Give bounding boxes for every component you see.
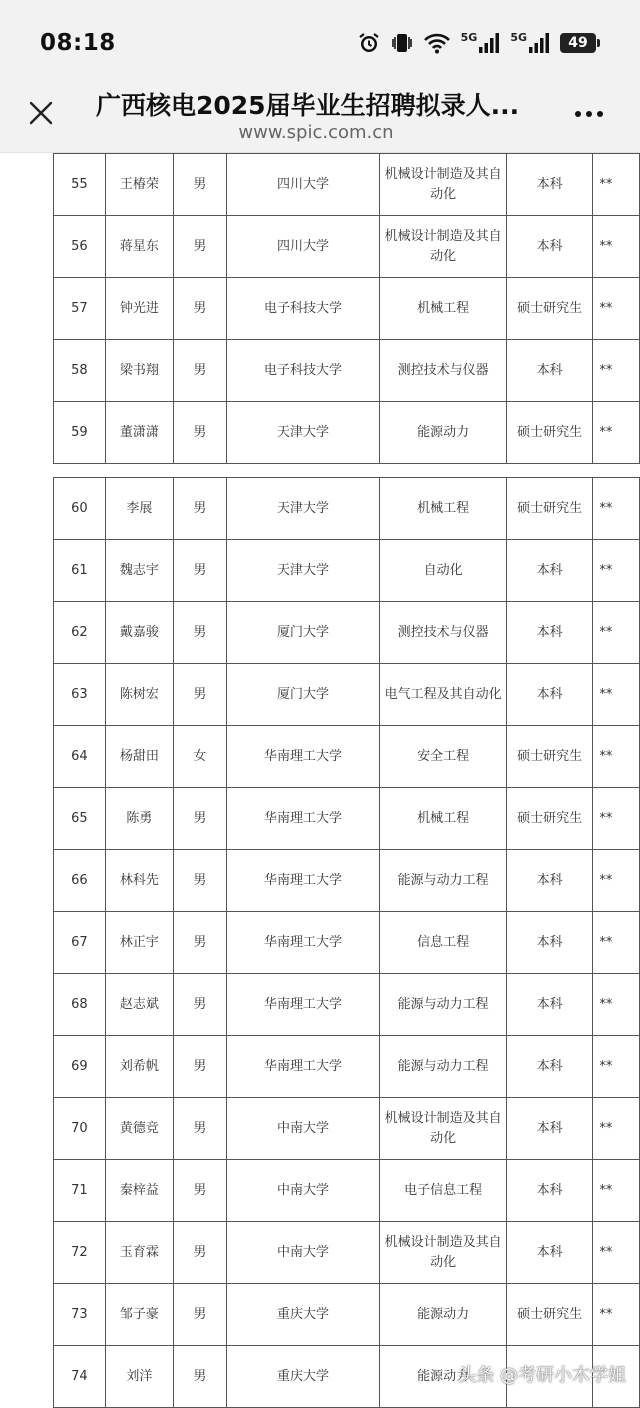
- cell-name: 戴嘉骏: [105, 602, 173, 664]
- cell-school: 厦门大学: [226, 602, 379, 664]
- cell-extra: **: [593, 216, 640, 278]
- cell-gender: 男: [173, 788, 226, 850]
- cell-major: 机械设计制造及其自动化: [380, 154, 507, 216]
- cell-degree: 本科: [506, 1098, 592, 1160]
- cell-school: 天津大学: [226, 402, 379, 464]
- cell-school: 厦门大学: [226, 664, 379, 726]
- page-url: www.spic.com.cn: [238, 122, 394, 143]
- cell-gender: 男: [173, 540, 226, 602]
- more-icon: [575, 111, 581, 117]
- table-row: [54, 1098, 640, 1160]
- table-row: [54, 278, 640, 340]
- table-row: [54, 602, 640, 664]
- cell-extra: **: [593, 850, 640, 912]
- table-row: [54, 1284, 640, 1346]
- cell-school: 中南大学: [226, 1160, 379, 1222]
- cell-major: 安全工程: [380, 726, 507, 788]
- watermark: 头条 @考研小木学姐: [458, 1365, 626, 1386]
- table-row: [54, 340, 640, 402]
- cell-seq: 65: [54, 788, 106, 850]
- cell-degree: 本科: [506, 850, 592, 912]
- cell-seq: 61: [54, 540, 106, 602]
- cell-gender: 男: [173, 1222, 226, 1284]
- cell-major: 信息工程: [380, 912, 507, 974]
- cell-gender: 男: [173, 1098, 226, 1160]
- cell-school: 华南理工大学: [226, 788, 379, 850]
- cell-name: 王椿荣: [105, 154, 173, 216]
- cell-school: 四川大学: [226, 154, 379, 216]
- close-icon: [28, 100, 54, 126]
- cell-gender: 男: [173, 1036, 226, 1098]
- status-time: 08:18: [40, 30, 116, 56]
- page-title: 广西核电2025届毕业生招聘拟录人...: [96, 91, 520, 120]
- cell-school: 四川大学: [226, 216, 379, 278]
- table-row: [54, 788, 640, 850]
- cell-seq: 56: [54, 216, 106, 278]
- cell-extra: **: [593, 1160, 640, 1222]
- cell-name: 杨甜田: [105, 726, 173, 788]
- cell-major: 自动化: [380, 540, 507, 602]
- cell-seq: 62: [54, 602, 106, 664]
- cell-gender: 男: [173, 602, 226, 664]
- cell-name: 钟光进: [105, 278, 173, 340]
- cell-degree: 本科: [506, 602, 592, 664]
- table-row: [54, 726, 640, 788]
- cell-school: 华南理工大学: [226, 850, 379, 912]
- cell-school: 重庆大学: [226, 1284, 379, 1346]
- cell-name: 陈树宏: [105, 664, 173, 726]
- cell-seq: 67: [54, 912, 106, 974]
- cell-extra: **: [593, 340, 640, 402]
- candidate-table-part2: [53, 477, 640, 1408]
- cell-seq: 70: [54, 1098, 106, 1160]
- wifi-icon: [423, 32, 451, 54]
- cell-degree: 本科: [506, 154, 592, 216]
- cell-major: 能源动力: [380, 1346, 507, 1408]
- cell-school: 中南大学: [226, 1098, 379, 1160]
- cell-extra: **: [593, 1284, 640, 1346]
- cell-school: 电子科技大学: [226, 340, 379, 402]
- cell-major: 能源动力: [380, 402, 507, 464]
- candidate-table-part1: [53, 153, 640, 464]
- cell-extra: **: [593, 540, 640, 602]
- alarm-icon: [357, 31, 381, 55]
- cell-gender: 男: [173, 850, 226, 912]
- cell-degree: 本科: [506, 1222, 592, 1284]
- cell-seq: 66: [54, 850, 106, 912]
- cell-extra: **: [593, 402, 640, 464]
- signal-icon: [510, 32, 550, 54]
- table-row: [54, 974, 640, 1036]
- cell-name: 黄德竞: [105, 1098, 173, 1160]
- cell-major: 机械设计制造及其自动化: [380, 216, 507, 278]
- cell-seq: 72: [54, 1222, 106, 1284]
- cell-name: 赵志斌: [105, 974, 173, 1036]
- cell-seq: 69: [54, 1036, 106, 1098]
- cell-major: 能源动力: [380, 1284, 507, 1346]
- cell-seq: 64: [54, 726, 106, 788]
- cell-degree: 本科: [506, 1036, 592, 1098]
- cell-seq: 58: [54, 340, 106, 402]
- cell-major: 机械设计制造及其自动化: [380, 1098, 507, 1160]
- cell-seq: 60: [54, 478, 106, 540]
- cell-school: 华南理工大学: [226, 1036, 379, 1098]
- cell-name: 魏志宇: [105, 540, 173, 602]
- cell-extra: **: [593, 912, 640, 974]
- cell-degree: 硕士研究生: [506, 278, 592, 340]
- cell-school: 天津大学: [226, 478, 379, 540]
- cell-major: 测控技术与仪器: [380, 340, 507, 402]
- cell-school: 电子科技大学: [226, 278, 379, 340]
- cell-name: 梁书翔: [105, 340, 173, 402]
- cell-school: 重庆大学: [226, 1346, 379, 1408]
- cell-name: 林正宇: [105, 912, 173, 974]
- table-row: [54, 850, 640, 912]
- cell-seq: 63: [54, 664, 106, 726]
- cell-gender: 男: [173, 912, 226, 974]
- table-row: [54, 1036, 640, 1098]
- cell-major: 电气工程及其自动化: [380, 664, 507, 726]
- cell-seq: 55: [54, 154, 106, 216]
- cell-extra: **: [593, 602, 640, 664]
- table-row: [54, 912, 640, 974]
- cell-gender: 男: [173, 974, 226, 1036]
- cell-seq: 73: [54, 1284, 106, 1346]
- cell-extra: **: [593, 278, 640, 340]
- cell-major: 机械工程: [380, 278, 507, 340]
- cell-name: 董潇潇: [105, 402, 173, 464]
- table-row: [54, 402, 640, 464]
- cell-name: 陈勇: [105, 788, 173, 850]
- cell-seq: 57: [54, 278, 106, 340]
- cell-degree: 硕士研究生: [506, 788, 592, 850]
- table-body: [54, 478, 640, 1408]
- status-icons: [357, 30, 596, 56]
- cell-name: 刘希帆: [105, 1036, 173, 1098]
- cell-gender: 男: [173, 216, 226, 278]
- cell-gender: 男: [173, 664, 226, 726]
- cell-extra: **: [593, 1036, 640, 1098]
- cell-degree: 硕士研究生: [506, 726, 592, 788]
- cell-name: 林科先: [105, 850, 173, 912]
- battery-level: 49: [568, 35, 588, 51]
- cell-gender: 男: [173, 278, 226, 340]
- cell-gender: 男: [173, 1346, 226, 1408]
- cell-seq: 71: [54, 1160, 106, 1222]
- signal-icon: [461, 32, 501, 54]
- cell-degree: 本科: [506, 664, 592, 726]
- cell-gender: 男: [173, 1160, 226, 1222]
- cell-degree: 硕士研究生: [506, 478, 592, 540]
- table-row: [54, 1222, 640, 1284]
- cell-name: 秦梓益: [105, 1160, 173, 1222]
- status-bar: [0, 0, 640, 78]
- cell-school: 华南理工大学: [226, 974, 379, 1036]
- cell-major: 测控技术与仪器: [380, 602, 507, 664]
- cell-extra: **: [593, 478, 640, 540]
- cell-gender: 男: [173, 478, 226, 540]
- cell-name: 玉育霖: [105, 1222, 173, 1284]
- table-row: [54, 478, 640, 540]
- table-row: [54, 1160, 640, 1222]
- cell-major: 电子信息工程: [380, 1160, 507, 1222]
- cell-school: 中南大学: [226, 1222, 379, 1284]
- cell-major: 能源与动力工程: [380, 1036, 507, 1098]
- network-type-label: 5G: [510, 30, 527, 44]
- cell-seq: 68: [54, 974, 106, 1036]
- cell-extra: **: [593, 154, 640, 216]
- browser-title-bar: [0, 78, 640, 153]
- network-type-label: 5G: [460, 30, 478, 44]
- cell-major: 机械工程: [380, 478, 507, 540]
- cell-extra: **: [593, 974, 640, 1036]
- cell-extra: **: [593, 1098, 640, 1160]
- cell-gender: 男: [173, 340, 226, 402]
- cell-degree: 本科: [506, 912, 592, 974]
- cell-name: 李展: [105, 478, 173, 540]
- cell-major: 能源与动力工程: [380, 974, 507, 1036]
- cell-name: 蒋星东: [105, 216, 173, 278]
- cell-gender: 男: [173, 154, 226, 216]
- table-row: [54, 216, 640, 278]
- cell-degree: 本科: [506, 540, 592, 602]
- cell-school: 天津大学: [226, 540, 379, 602]
- cell-major: 机械设计制造及其自动化: [380, 1222, 507, 1284]
- cell-seq: 59: [54, 402, 106, 464]
- cell-gender: 女: [173, 726, 226, 788]
- table-row: [54, 154, 640, 216]
- cell-name: 邹子豪: [105, 1284, 173, 1346]
- cell-degree: 硕士研究生: [506, 1284, 592, 1346]
- close-button[interactable]: [24, 96, 58, 130]
- cell-gender: 男: [173, 402, 226, 464]
- cell-name: 刘洋: [105, 1346, 173, 1408]
- cell-degree: 本科: [506, 1160, 592, 1222]
- cell-gender: 男: [173, 1284, 226, 1346]
- cell-school: 华南理工大学: [226, 726, 379, 788]
- cell-extra: **: [593, 1222, 640, 1284]
- cell-degree: 本科: [506, 340, 592, 402]
- cell-seq: 74: [54, 1346, 106, 1408]
- table-body: [54, 154, 640, 464]
- cell-extra: **: [593, 664, 640, 726]
- cell-extra: **: [593, 726, 640, 788]
- cell-degree: 本科: [506, 974, 592, 1036]
- more-button[interactable]: [572, 102, 606, 126]
- vibrate-icon: [391, 31, 413, 55]
- table-row: [54, 664, 640, 726]
- cell-degree: 本科: [506, 216, 592, 278]
- cell-degree: 硕士研究生: [506, 402, 592, 464]
- table-row: [54, 540, 640, 602]
- cell-major: 能源与动力工程: [380, 850, 507, 912]
- cell-extra: **: [593, 788, 640, 850]
- battery-icon: [560, 33, 596, 53]
- cell-school: 华南理工大学: [226, 912, 379, 974]
- cell-major: 机械工程: [380, 788, 507, 850]
